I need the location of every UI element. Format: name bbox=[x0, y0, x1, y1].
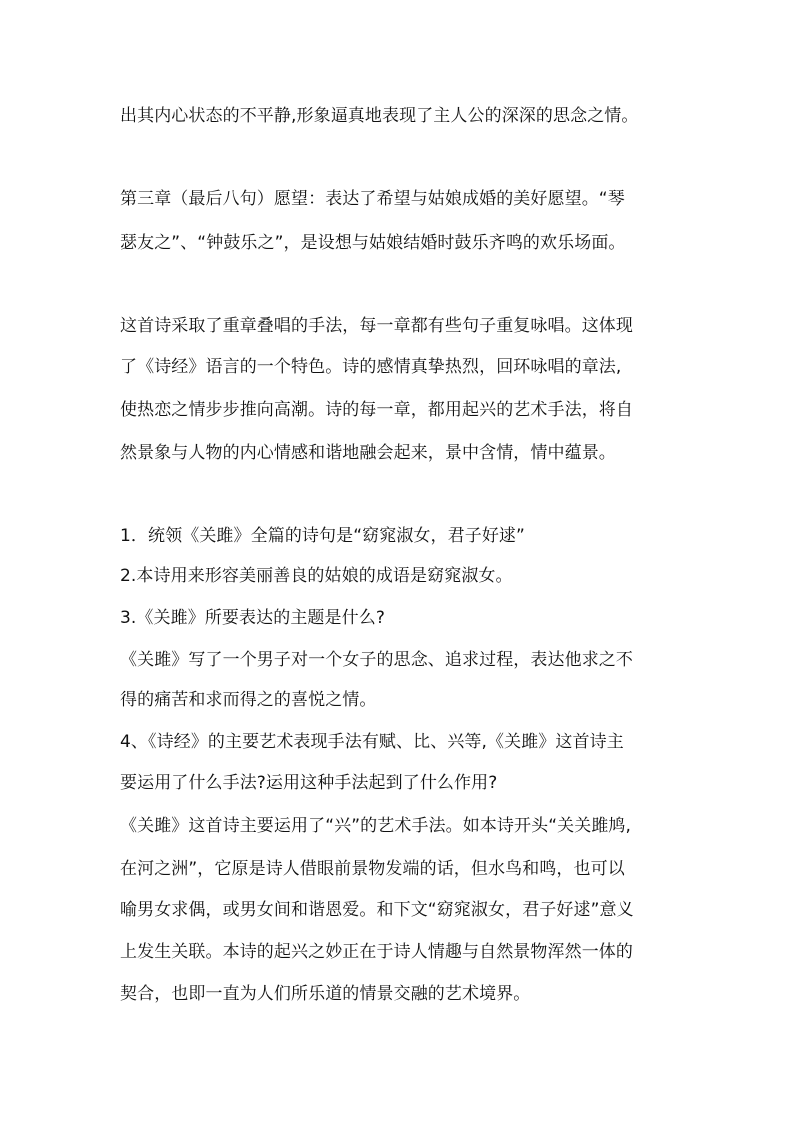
answer-line: 得的痛苦和求而得之的喜悦之情。 bbox=[120, 690, 377, 710]
question-line: 4、《诗经》的主要艺术表现手法有赋、比、兴等,《关雎》这首诗主 bbox=[120, 732, 624, 752]
question-line: 3.《关雎》所要表达的主题是什么? bbox=[120, 608, 385, 628]
answer-line: 在河之洲”，它原是诗人借眼前景物发端的话，但水鸟和鸣，也可以 bbox=[120, 859, 625, 879]
answer-line: 2.本诗用来形容美丽善良的姑娘的成语是窈窕淑女。 bbox=[120, 566, 513, 586]
question-line: 要运用了什么手法?运用这种手法起到了什么作用? bbox=[120, 773, 498, 793]
paragraph-line: 瑟友之”、“钟鼓乐之”，是设想与姑娘结婚时鼓乐齐鸣的欢乐场面。 bbox=[120, 233, 626, 253]
paragraph-line: 第三章（最后八句）愿望：表达了希望与姑娘成婚的美好愿望。“琴 bbox=[120, 189, 625, 209]
answer-line: 《关雎》写了一个男子对一个女子的思念、追求过程，表达他求之不 bbox=[120, 650, 633, 670]
paragraph-line: 使热恋之情步步推向高潮。诗的每一章，都用起兴的艺术手法，将自 bbox=[120, 400, 633, 420]
paragraph-line: 了《诗经》语言的一个特色。诗的感情真挚热烈，回环咏唱的章法, bbox=[120, 357, 622, 377]
paragraph-line: 然景象与人物的内心情感和谐地融会起来，景中含情，情中蕴景。 bbox=[120, 443, 616, 463]
answer-line: 《关雎》这首诗主要运用了“兴”的艺术手法。如本诗开头“关关雎鸠, bbox=[120, 816, 632, 836]
paragraph-line: 出其内心状态的不平静,形象逼真地表现了主人公的深深的思念之情。 bbox=[120, 106, 639, 126]
answer-line: 上发生关联。本诗的起兴之妙正在于诗人情趣与自然景物浑然一体的 bbox=[120, 942, 633, 962]
answer-line: 契合，也即一直为人们所乐道的情景交融的艺术境界。 bbox=[120, 984, 531, 1004]
paragraph-line: 这首诗采取了重章叠唱的手法，每一章都有些句子重复咏唱。这体现 bbox=[120, 316, 633, 336]
answer-line: 喻男女求偶，或男女间和谐恩爱。和下文“窈窕淑女，君子好逑”意义 bbox=[120, 900, 634, 920]
question-line: 1．统领《关雎》全篇的诗句是“窈窕淑女，君子好逑” bbox=[120, 526, 525, 546]
